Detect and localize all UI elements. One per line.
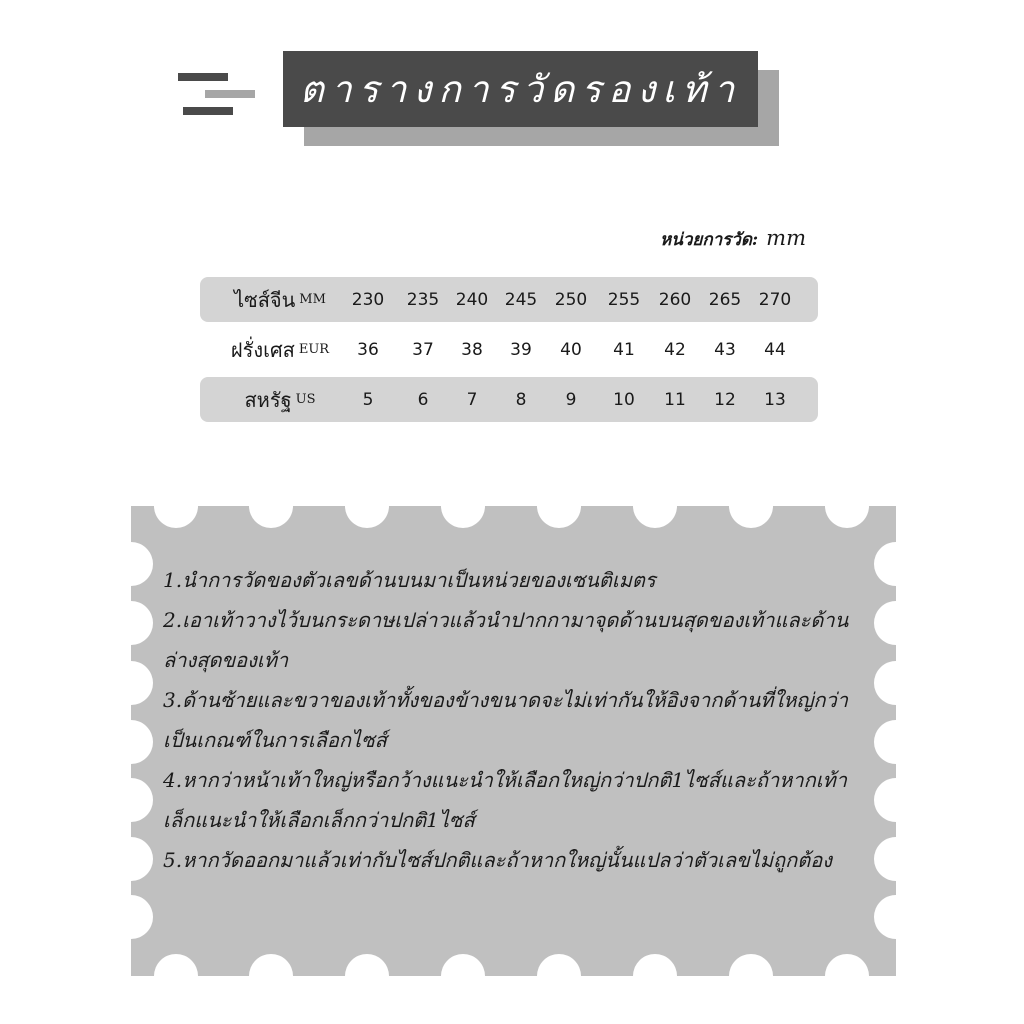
size-cell: 39 — [510, 339, 532, 360]
stamp-notch — [131, 837, 153, 881]
size-cell: 37 — [412, 339, 434, 360]
size-row — [200, 277, 818, 322]
size-cell: 270 — [758, 289, 792, 310]
decor-line-middle — [205, 90, 255, 98]
stamp-notch — [131, 778, 153, 822]
size-cell: 265 — [708, 289, 742, 310]
size-cell: 42 — [664, 339, 686, 360]
instruction-item: 3.ด้านซ้ายและขวาของเท้าทั้งของข้างขนาดจะไม่เท่ากันให้อิงจากด้านที่ใหญ่กว่าเป็นเกณฑ์ในการเลือกไซส์ — [163, 688, 848, 752]
size-cell: 41 — [613, 339, 635, 360]
stamp-notch — [874, 895, 896, 939]
size-row-label — [200, 377, 360, 422]
stamp-notch — [154, 506, 198, 528]
stamp-notch — [345, 954, 389, 976]
instruction-item: 2.เอาเท้าวางไว้บนกระดาษเปล่าวแล้วนำปากกามาจุดด้านบนสุดของเท้าและด้านล่างสุดของเท้า — [163, 608, 849, 672]
size-cell: 13 — [764, 389, 786, 410]
stamp-notch — [131, 542, 153, 586]
stamp-notch — [131, 601, 153, 645]
size-row-label-text: ไซส์จีน — [234, 287, 296, 312]
stamp-notch — [345, 506, 389, 528]
stamp-notch — [874, 720, 896, 764]
size-row — [200, 377, 818, 422]
size-cell: 245 — [504, 289, 538, 310]
stamp-notch — [131, 661, 153, 705]
stamp-notch — [729, 506, 773, 528]
unit-note — [600, 226, 806, 253]
unit-label: หน่วยการวัด: — [660, 230, 759, 250]
instruction-item: 1.นำการวัดของตัวเลขด้านบนมาเป็นหน่วยของเซนติเมตร — [163, 568, 656, 592]
size-cell: 235 — [406, 289, 440, 310]
stamp-notch — [874, 542, 896, 586]
size-row-label-text: สหรัฐ — [244, 387, 292, 412]
size-cell: 9 — [565, 389, 577, 410]
instructions-list — [163, 560, 873, 880]
size-row-label-text: ฝรั่งเศส — [230, 337, 295, 362]
decor-line-top — [178, 73, 228, 81]
size-cell: 44 — [764, 339, 786, 360]
size-cell: 5 — [362, 389, 374, 410]
size-cell: 255 — [607, 289, 641, 310]
size-cell: 8 — [515, 389, 527, 410]
size-row-unit: EUR — [298, 342, 330, 357]
decor-line-bottom — [183, 107, 233, 115]
size-cell: 40 — [560, 339, 582, 360]
size-row — [200, 327, 818, 372]
size-cell: 10 — [613, 389, 635, 410]
stamp-notch — [441, 506, 485, 528]
stamp-notch — [825, 506, 869, 528]
stamp-notch — [729, 954, 773, 976]
page-title — [283, 51, 758, 127]
size-row-unit: MM — [299, 292, 326, 307]
size-cell: 36 — [357, 339, 379, 360]
stamp-notch — [537, 954, 581, 976]
size-cell: 240 — [455, 289, 489, 310]
instruction-item: 5.หากวัดออกมาแล้วเท่ากับไซส์ปกติและถ้าหากใหญ่นั้นแปลว่าตัวเลขไม่ถูกต้อง — [163, 848, 833, 872]
size-row-unit: US — [295, 392, 316, 407]
size-cell: 230 — [351, 289, 385, 310]
size-table — [200, 277, 818, 422]
stamp-notch — [131, 720, 153, 764]
stamp-notch — [249, 954, 293, 976]
size-cell: 12 — [714, 389, 736, 410]
size-cell: 7 — [466, 389, 478, 410]
size-cell: 11 — [664, 389, 686, 410]
size-cell: 6 — [417, 389, 429, 410]
stamp-notch — [825, 954, 869, 976]
stamp-notch — [874, 778, 896, 822]
size-cell: 250 — [554, 289, 588, 310]
size-cell: 260 — [658, 289, 692, 310]
stamp-notch — [131, 895, 153, 939]
stamp-notch — [874, 837, 896, 881]
instruction-item: 4.หากว่าหน้าเท้าใหญ่หรือกว้างแนะนำให้เลือกใหญ่กว่าปกติ1ไซส์และถ้าหากเท้าเล็กแนะนำให้เลือกเล็กกว่าปกติ1ไซส์ — [163, 768, 847, 832]
stamp-notch — [874, 661, 896, 705]
size-cell: 38 — [461, 339, 483, 360]
size-row-label — [200, 327, 360, 372]
stamp-notch — [441, 954, 485, 976]
size-row-label — [200, 277, 360, 322]
stamp-notch — [154, 954, 198, 976]
unit-value: mm — [766, 226, 806, 250]
stamp-notch — [537, 506, 581, 528]
stamp-notch — [874, 601, 896, 645]
page-title-text: ตารางการวัดรองเท้า — [299, 67, 742, 111]
size-cell: 43 — [714, 339, 736, 360]
stamp-notch — [249, 506, 293, 528]
stamp-notch — [633, 954, 677, 976]
stamp-notch — [633, 506, 677, 528]
